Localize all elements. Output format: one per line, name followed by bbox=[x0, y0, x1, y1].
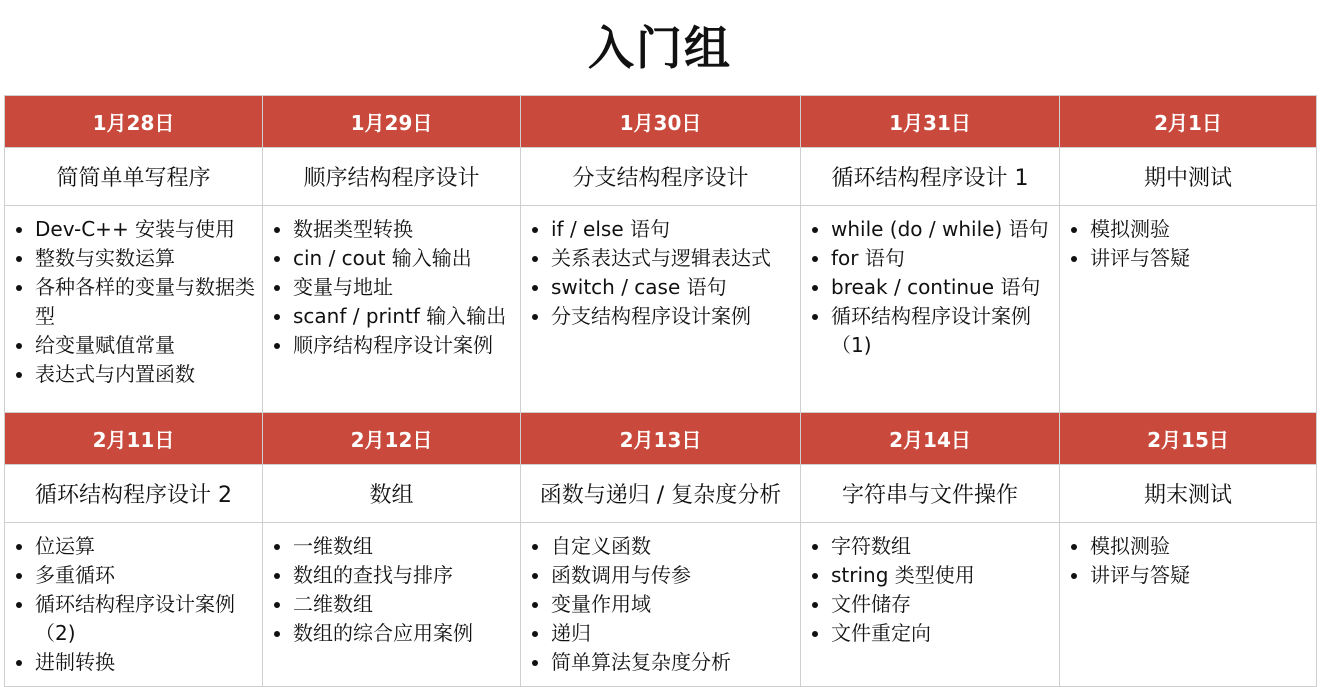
items-row bbox=[5, 206, 1317, 413]
item-list bbox=[801, 215, 1059, 360]
item-list bbox=[5, 532, 262, 677]
list-item: • 多重循环 bbox=[35, 561, 256, 590]
topic-cell: 函数与递归 / 复杂度分析 bbox=[521, 465, 801, 523]
list-item: • switch / case 语句 bbox=[551, 273, 794, 302]
list-item: • 变量作用域 bbox=[551, 590, 794, 619]
topic-cell: 循环结构程序设计 1 bbox=[801, 148, 1060, 206]
date-cell: 2月14日 bbox=[801, 413, 1060, 465]
items-cell bbox=[801, 523, 1060, 687]
topic-cell: 数组 bbox=[263, 465, 521, 523]
date-row bbox=[5, 96, 1317, 148]
list-item: • cin / cout 输入输出 bbox=[293, 244, 514, 273]
date-cell: 2月15日 bbox=[1060, 413, 1317, 465]
items-cell bbox=[1060, 523, 1317, 687]
topic-cell: 字符串与文件操作 bbox=[801, 465, 1060, 523]
date-row bbox=[5, 413, 1317, 465]
list-item: • 文件储存 bbox=[831, 590, 1053, 619]
list-item: • 分支结构程序设计案例 bbox=[551, 302, 794, 331]
topic-cell: 顺序结构程序设计 bbox=[263, 148, 521, 206]
list-item: • 给变量赋值常量 bbox=[35, 331, 256, 360]
date-cell: 2月1日 bbox=[1060, 96, 1317, 148]
list-item: • 文件重定向 bbox=[831, 619, 1053, 648]
list-item: • 表达式与内置函数 bbox=[35, 360, 256, 389]
list-item: • 模拟测验 bbox=[1090, 215, 1310, 244]
list-item: • string 类型使用 bbox=[831, 561, 1053, 590]
list-item: • 二维数组 bbox=[293, 590, 514, 619]
items-cell bbox=[521, 523, 801, 687]
date-cell: 1月29日 bbox=[263, 96, 521, 148]
list-item: • 整数与实数运算 bbox=[35, 244, 256, 273]
list-item: • 数组的综合应用案例 bbox=[293, 619, 514, 648]
list-item: • 简单算法复杂度分析 bbox=[551, 648, 794, 677]
list-item: • 关系表达式与逻辑表达式 bbox=[551, 244, 794, 273]
page-title: 入门组 bbox=[588, 21, 732, 75]
list-item: • 数组的查找与排序 bbox=[293, 561, 514, 590]
schedule-table bbox=[4, 95, 1317, 687]
list-item: • scanf / printf 输入输出 bbox=[293, 302, 514, 331]
date-cell: 1月28日 bbox=[5, 96, 263, 148]
list-item: • 递归 bbox=[551, 619, 794, 648]
items-cell bbox=[263, 523, 521, 687]
date-cell: 2月11日 bbox=[5, 413, 263, 465]
list-item: • 字符数组 bbox=[831, 532, 1053, 561]
item-list bbox=[263, 532, 520, 648]
items-cell bbox=[521, 206, 801, 413]
topic-row bbox=[5, 465, 1317, 523]
topic-row bbox=[5, 148, 1317, 206]
topic-cell: 循环结构程序设计 2 bbox=[5, 465, 263, 523]
list-item: • 顺序结构程序设计案例 bbox=[293, 331, 514, 360]
list-item: • 模拟测验 bbox=[1090, 532, 1310, 561]
list-item: • break / continue 语句 bbox=[831, 273, 1053, 302]
item-list bbox=[5, 215, 262, 389]
topic-cell: 分支结构程序设计 bbox=[521, 148, 801, 206]
items-cell bbox=[801, 206, 1060, 413]
items-cell bbox=[5, 523, 263, 687]
list-item: • for 语句 bbox=[831, 244, 1053, 273]
list-item: • 进制转换 bbox=[35, 648, 256, 677]
list-item: • 讲评与答疑 bbox=[1090, 244, 1310, 273]
date-cell: 1月30日 bbox=[521, 96, 801, 148]
list-item: • 一维数组 bbox=[293, 532, 514, 561]
items-cell bbox=[1060, 206, 1317, 413]
list-item: • 数据类型转换 bbox=[293, 215, 514, 244]
date-cell: 2月13日 bbox=[521, 413, 801, 465]
list-item: • 自定义函数 bbox=[551, 532, 794, 561]
list-item: • Dev-C++ 安装与使用 bbox=[35, 215, 256, 244]
item-list bbox=[521, 532, 800, 677]
list-item: • if / else 语句 bbox=[551, 215, 794, 244]
item-list bbox=[1060, 215, 1316, 273]
item-list bbox=[801, 532, 1059, 648]
date-cell: 1月31日 bbox=[801, 96, 1060, 148]
items-row bbox=[5, 523, 1317, 687]
list-item: • 循环结构程序设计案例（1) bbox=[831, 302, 1053, 360]
list-item: • 讲评与答疑 bbox=[1090, 561, 1310, 590]
item-list bbox=[263, 215, 520, 360]
list-item: • 各种各样的变量与数据类型 bbox=[35, 273, 256, 331]
topic-cell: 期末测试 bbox=[1060, 465, 1317, 523]
item-list bbox=[1060, 532, 1316, 590]
list-item: • while (do / while) 语句 bbox=[831, 215, 1053, 244]
list-item: • 位运算 bbox=[35, 532, 256, 561]
items-cell bbox=[263, 206, 521, 413]
topic-cell: 期中测试 bbox=[1060, 148, 1317, 206]
items-cell bbox=[5, 206, 263, 413]
list-item: • 循环结构程序设计案例（2) bbox=[35, 590, 256, 648]
list-item: • 函数调用与传参 bbox=[551, 561, 794, 590]
item-list bbox=[521, 215, 800, 331]
topic-cell: 简简单单写程序 bbox=[5, 148, 263, 206]
date-cell: 2月12日 bbox=[263, 413, 521, 465]
list-item: • 变量与地址 bbox=[293, 273, 514, 302]
